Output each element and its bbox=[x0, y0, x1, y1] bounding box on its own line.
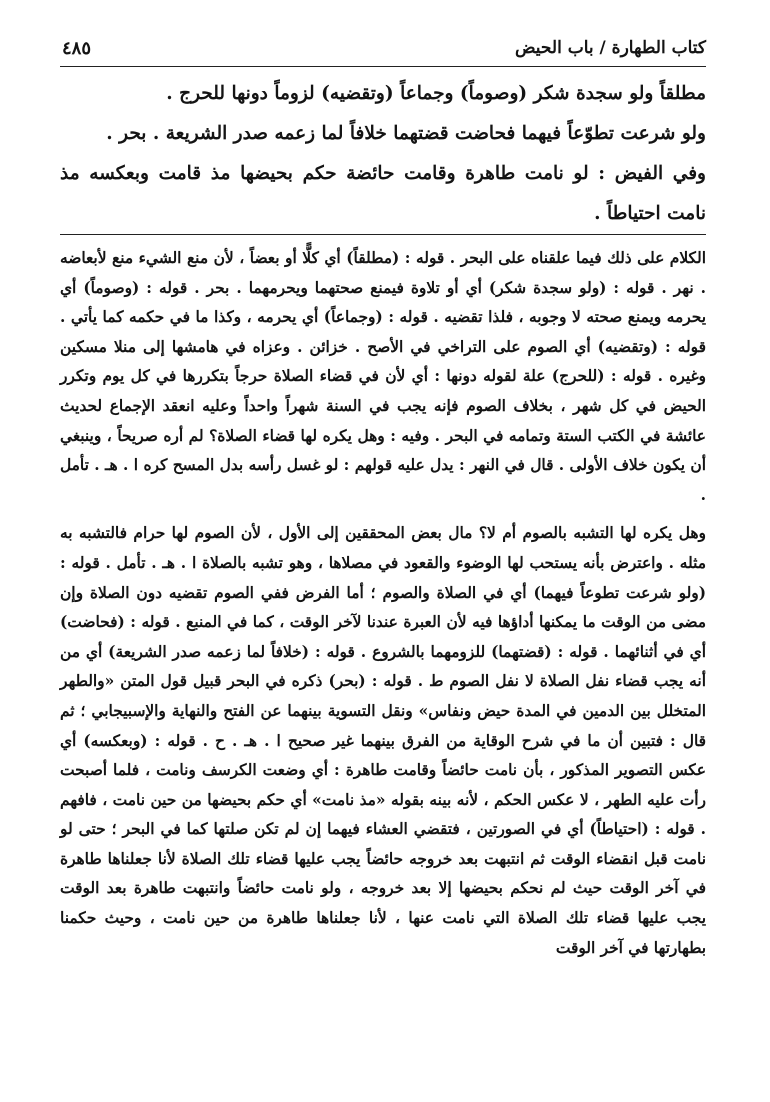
running-title: كتاب الطهارة / باب الحيض bbox=[514, 38, 706, 58]
main-text bbox=[60, 74, 706, 234]
separator-rule bbox=[60, 234, 706, 235]
commentary-text bbox=[60, 244, 706, 963]
commentary-paragraph: الكلام على ذلك فيما علقناه على البحر . قوله : (مطلقاً) أي كلًّا أو بعضاً ، لأن منع الشيء منع لأبعاضه . نهر . قوله : (ولو سجدة شكر) أي أو تلاوة فيمنع صحتهما ويحرمهما . بحر . قوله : (وصوماً) أي يحرمه ويمنع صحته لا وجوبه ، فلذا تقضيه . قوله : (وجماعاً) أي يحرمه ، وكذا ما في حكمه كما يأتي . قوله : (وتقضيه) أي الصوم على التراخي في الأصح . خزائن . وعزاه في هامشها إلى منلا مسكين وغيره . قوله : (للحرج) علة لقوله دونها : أي لأن في قضاء الصلاة حرجاً بتكررها في كل يوم وتكرر الحيض في كل شهر ، بخلاف الصوم فإنه يجب في السنة شهراً واحداً وعليه انعقد الإجماع لحديث عائشة في الكتب الستة وتمامه في البحر . وفيه : وهل يكره لها قضاء الصلاة؟ لم أره صريحاً ، وينبغي أن يكون خلاف الأولى . قال في النهر : يدل عليه قولهم : لو غسل رأسه بدل المسح كره ا . هـ . تأمل . bbox=[60, 249, 706, 504]
main-text-paragraph: مطلقاً ولو سجدة شكر (وصوماً) وجماعاً (وتقضيه) لزوماً دونها للحرج . bbox=[166, 83, 706, 104]
main-text-paragraph: وفي الفيض : لو نامت طاهرة وقامت حائضة حكم بحيضها مذ قامت وبعكسه مذ نامت احتياطاً . bbox=[60, 163, 706, 224]
page-number: ٤٨٥ bbox=[62, 38, 92, 59]
commentary-paragraph: وهل يكره لها التشبه بالصوم أم لا؟ مال بعض المحققين إلى الأول ، لأن الصوم لها حرام فالتشبه به مثله . واعترض بأنه يستحب لها الوضوء والقعود في مصلاها ، وهو تشبه بالصلاة ا . هـ . تأمل . قوله : (ولو شرعت تطوعاً فيهما) أي في الصلاة والصوم ؛ أما الفرض ففي الصوم تقضيه دون الصلاة وإن مضى من الوقت ما يمكنها أداؤها فيه لأن العبرة عندنا لآخر الوقت ، كما في المنبع . قوله : (فحاضت) أي في أثنائهما . قوله : (قضتهما) للزومهما بالشروع . قوله : (خلافاً لما زعمه صدر الشريعة) أي من أنه يجب قضاء نفل الصلاة لا نفل الصوم ط . قوله : (بحر) ذكره في البحر قبيل قول المتن «والطهر المتخلل بين الدمين في المدة حيض ونفاس» ونقل التسوية بينهما عن الفتح والنهاية والإسبيجابي ؛ ثم قال : فتبين أن ما في شرح الوقاية من الفرق بينهما غير صحيح ا . هـ . ح . قوله : (وبعكسه) أي عكس التصوير المذكور ، بأن نامت حائضاً وقامت طاهرة : أي وضعت الكرسف ونامت ، فلما أصبحت رأت عليه الطهر ، لا عكس الحكم ، لأنه بينه بقوله «مذ نامت» أي حكم بحيضها من حين نامت ، فافهم . قوله : (احتياطاً) أي في الصورتين ، فتقضي العشاء فيهما إن لم تكن صلتها كما في البحر ؛ حتى لو نامت قبل انقضاء الوقت ثم انتبهت بعد خروجه حائضاً يجب عليها قضاء تلك الصلاة لأنا جعلناها طاهرة في آخر الوقت حيث لم نحكم بحيضها إلا بعد خروجه ، ولو نامت حائضاً وانتبهت طاهرة بعد الوقت يجب عليها قضاء تلك الصلاة التي نامت عنها ، لأنا جعلناها طاهرة من حين نامت ، وحيث حكمنا بطهارتها في آخر الوقت bbox=[60, 524, 706, 957]
running-header bbox=[60, 32, 706, 67]
main-text-paragraph: ولو شرعت تطوّعاً فيهما فحاضت قضتهما خلافاً لما زعمه صدر الشريعة . بحر . bbox=[106, 123, 706, 144]
